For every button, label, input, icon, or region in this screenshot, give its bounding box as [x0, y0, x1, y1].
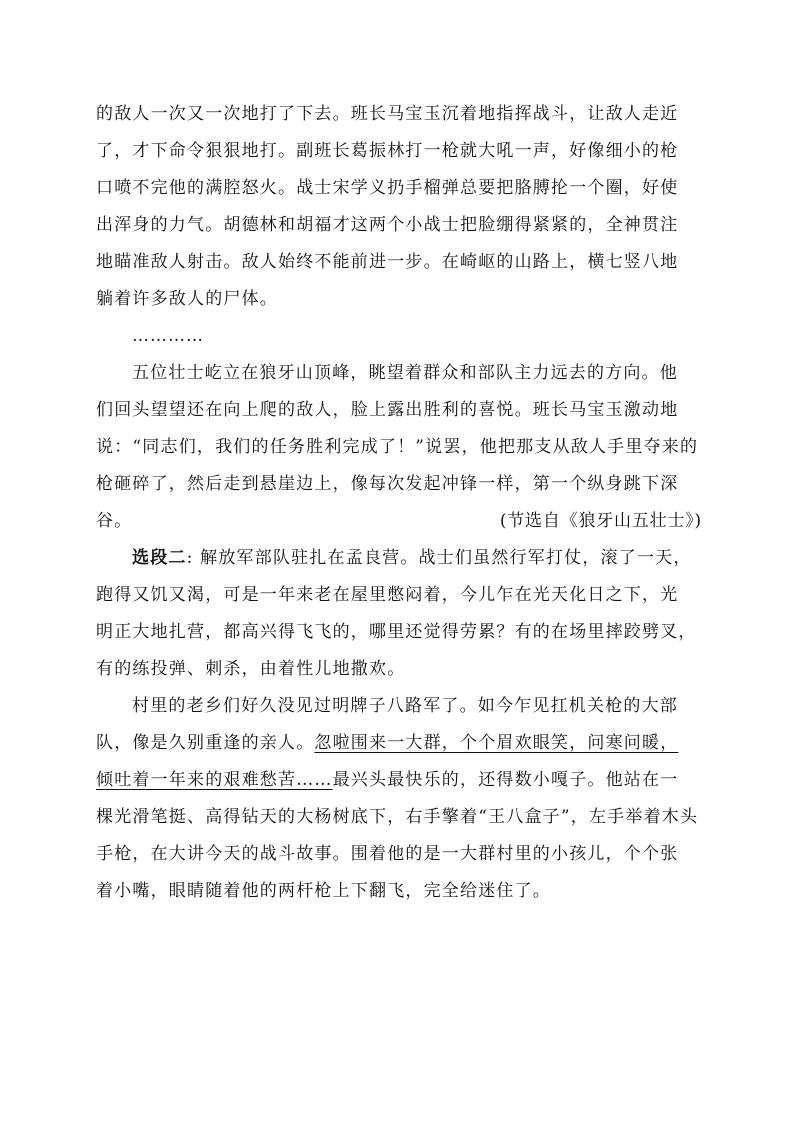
paragraph-line: 枪砸碎了，然后走到悬崖边上，像每次发起冲锋一样，第一个纵身跳下深 — [96, 474, 679, 494]
paragraph-text: 最兴头最快乐的，还得数小嘎子。他站在一 — [332, 770, 679, 790]
paragraph-line: 五位壮士屹立在狼牙山顶峰，眺望着群众和部队主力远去的方向。他 — [132, 363, 678, 383]
paragraph-line: : 解放军部队驻扎在孟良营。战士们虽然行军打仗，滚了一天， — [186, 548, 692, 568]
paragraph-line: 躺着许多敌人的尸体。 — [96, 289, 278, 309]
paragraph-line: 手枪，在大讲今天的战斗故事。围着他的是一大群村里的小孩儿，个个张 — [96, 844, 679, 864]
paragraph-line: 的敌人一次又一次地打了下去。班长马宝玉沉着地指挥战斗，让敌人走近 — [96, 104, 679, 124]
paragraph-text: 队，像是久别重逢的亲人。 — [96, 733, 315, 753]
paragraph-line: 口喷不完他的满腔怒火。战士宋学义扔手榴弹总要把胳膊抡一个圈，好使 — [96, 178, 679, 198]
paragraph-line: 着小嘴，眼睛随着他的两杆枪上下翻飞，完全给迷住了。 — [96, 881, 551, 901]
paragraph-line-with-underline — [96, 762, 702, 799]
paragraph-line: 明正大地扎营，都高兴得飞飞的，哪里还觉得劳累？有的在场里摔跤劈叉， — [96, 622, 697, 642]
paragraph-line: 出浑身的力气。胡德林和胡福才这两个小战士把脸绷得紧紧的，全神贯注 — [96, 215, 679, 235]
paragraph-line-with-source — [96, 503, 702, 540]
document-page — [96, 96, 702, 910]
paragraph-line: 地瞄准敌人射击。敌人始终不能前进一步。在崎岖的山路上，横七竖八地 — [96, 252, 679, 272]
paragraph-line: 说：“同志们，我们的任务胜利完成了！”说罢，他把那支从敌人手里夺来的 — [96, 437, 699, 457]
section-label: 选段二 — [132, 548, 187, 568]
omission-ellipsis: ………… — [132, 326, 204, 346]
paragraph-line: 棵光滑笔挺、高得钻天的大杨树底下，右手擎着“王八盒子”，左手举着木头 — [96, 807, 699, 827]
paragraph-line-with-underline — [96, 725, 702, 762]
paragraph-line: 了，才下命令狠狠地打。副班长葛振林打一枪就大吼一声，好像细小的枪 — [96, 141, 679, 161]
underlined-text: 倾吐着一年来的艰难愁苦…… — [96, 770, 333, 790]
section-two-first-line — [96, 540, 702, 577]
paragraph-line: 有的练投弹、刺杀，由着性儿地撒欢。 — [96, 659, 406, 679]
underlined-text: 忽啦围来一大群，个个眉欢眼笑，问寒问暖， — [314, 733, 679, 753]
paragraph-line: 跑得又饥又渴，可是一年来老在屋里憋闷着，今儿乍在光天化日之下，光 — [96, 585, 679, 605]
paragraph-line: 谷。 — [96, 511, 133, 531]
source-citation: (节选自《狼牙山五壮士》) — [499, 511, 702, 531]
paragraph-line: 们回头望望还在向上爬的敌人，脸上露出胜利的喜悦。班长马宝玉激动地 — [96, 400, 679, 420]
paragraph-line: 村里的老乡们好久没见过明牌子八路军了。如今乍见扛机关枪的大部 — [132, 696, 678, 716]
